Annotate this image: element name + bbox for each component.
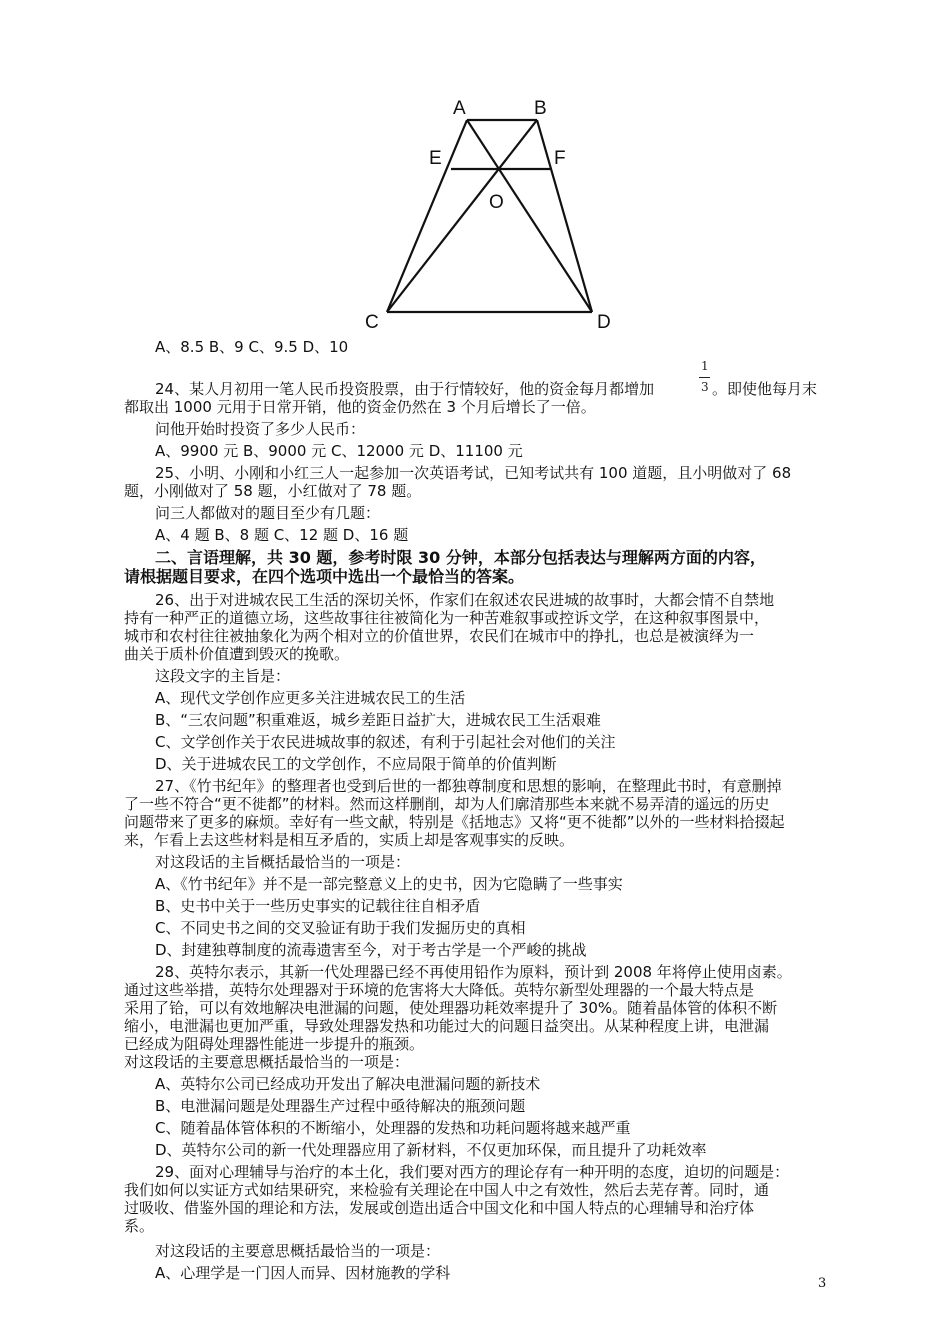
q26-option-a: A、现代文学创作应更多关注进城农民工的生活 [155,689,466,707]
q28-option-c: C、随着晶体管体积的不断缩小，处理器的发热和功耗问题将越来越严重 [155,1119,631,1137]
q26-option-c: C、文学创作关于农民进城故事的叙述，有利于引起社会对他们的关注 [155,733,616,751]
fraction-bar [699,377,710,378]
label-o: O [489,192,504,213]
fraction-numerator: 1 [701,359,709,373]
label-b: B [534,98,547,119]
q27-line4: 来，乍看上去这些材料是相互矛盾的，实质上却是客观事实的反映。 [124,831,575,849]
q26-line3: 城市和农村往往被抽象化为两个相对立的价值世界，农民们在城市中的挣扎，也总是被演绎为一 [124,627,755,645]
q28-line3: 采用了铪，可以有效地解决电泄漏的问题，使处理器功耗效率提升了 30%。随着晶体管的体积不断 [124,999,778,1017]
trapezoid-figure [355,92,625,337]
trapezoid-diagram [355,92,625,337]
q29-line2: 我们如何以实证方式如结果研究，来检验有关理论在中国人中之有效性，然后去芜存菁。同时，通 [124,1181,770,1199]
q25-line2: 题，小刚做对了 58 题，小红做对了 78 题。 [124,482,422,500]
q28-line4: 缩小，电泄漏也更加严重，导致处理器发热和功能过大的问题日益突出。从某种程度上讲，电泄漏 [124,1017,770,1035]
q27-option-b: B、史书中关于一些历史事实的记载往往自相矛盾 [155,897,481,915]
q25-line1: 25、小明、小刚和小红三人一起参加一次英语考试，已知考试共有 100 道题，且小明做对了 68 [155,464,792,482]
q27-option-d: D、封建独尊制度的流毒遗害至今，对于考古学是一个严峻的挑战 [155,941,587,959]
q24-line2: 都取出 1000 元用于日常开销，他的资金仍然在 3 个月后增长了一倍。 [124,398,596,416]
section2-heading-line1: 二、言语理解，共 30 题，参考时限 30 分钟，本部分包括表达与理解两方面的内容， [155,548,766,567]
q28-option-b: B、电泄漏问题是处理器生产过程中亟待解决的瓶颈问题 [155,1097,526,1115]
q27-line3: 问题带来了更多的麻烦。幸好有一些文献，特别是《括地志》又将“更不徙都”以外的一些材料拾掇起 [124,813,785,831]
label-f: F [554,148,566,169]
segment-ad [467,120,592,312]
q26-line1: 26、出于对进城农民工生活的深切关怀，作家们在叙述农民进城的故事时，大都会情不自禁地 [155,591,775,609]
q24-line1: 24、某人月初用一笔人民币投资股票，由于行情较好，他的资金每月都增加 [155,380,655,398]
q29-line3: 过吸收、借鉴外国的理论和方法，发展或创造出适合中国文化和中国人特点的心理辅导和治疗体 [124,1199,755,1217]
label-d: D [597,312,611,333]
q27-option-a: A、《竹书纪年》并不是一部完整意义上的史书，因为它隐瞒了一些事实 [155,875,623,893]
label-e: E [429,148,442,169]
q28-line5: 已经成为阻碍处理器性能进一步提升的瓶颈。 [124,1035,425,1053]
q27-question: 对这段话的主旨概括最恰当的一项是： [155,853,411,871]
fraction-denominator: 3 [701,380,709,394]
q25-question: 问三人都做对的题目至少有几题： [155,504,381,522]
q26-option-d: D、关于进城农民工的文学创作，不应局限于简单的价值判断 [155,755,557,773]
q28-line1: 28、英特尔表示，其新一代处理器已经不再使用铅作为原料，预计到 2008 年将停止使用卤素。 [155,963,792,981]
q23-options: A、8.5 B、9 C、9.5 D、10 [155,338,349,356]
q29-question: 对这段话的主要意思概括最恰当的一项是： [155,1242,441,1260]
q25-options: A、4 题 B、8 题 C、12 题 D、16 题 [155,526,409,544]
q29-line1: 29、面对心理辅导与治疗的本土化，我们要对西方的理论存有一种开明的态度，迫切的问题是： [155,1163,790,1181]
q28-option-d: D、英特尔公司的新一代处理器应用了新材料，不仅更加环保，而且提升了功耗效率 [155,1141,707,1159]
q28-line2: 通过这些举措，英特尔处理器对于环境的危害将大大降低。英特尔新型处理器的一个最大特点是 [124,981,755,999]
q27-option-c: C、不同史书之间的交叉验证有助于我们发掘历史的真相 [155,919,526,937]
segment-bc [387,120,537,312]
q29-option-a: A、心理学是一门因人而异、因材施教的学科 [155,1264,451,1282]
q26-line4: 曲关于质朴价值遭到毁灭的挽歌。 [124,645,350,663]
q24-question: 问他开始时投资了多少人民币： [155,420,366,438]
q24-line1-tail: 。即使他每月末 [712,380,818,398]
section2-heading-line2: 请根据题目要求，在四个选项中选出一个最恰当的答案。 [124,567,525,586]
q26-option-b: B、“三农问题”积重难返，城乡差距日益扩大，进城农民工生活艰难 [155,711,601,729]
q28-question: 对这段话的主要意思概括最恰当的一项是： [124,1053,410,1071]
q27-line1: 27、《竹书纪年》的整理者也受到后世的一都独尊制度和思想的影响，在整理此书时，有意删掉 [155,777,782,795]
q29-line4: 系。 [124,1217,155,1235]
q24-options: A、9900 元 B、9000 元 C、12000 元 D、11100 元 [155,442,523,460]
q26-line2: 持有一种严正的道德立场，这些故事往往被简化为一种苦难叙事或控诉文学，在这种叙事图景中， [124,609,770,627]
q28-option-a: A、英特尔公司已经成功开发出了解决电泄漏问题的新技术 [155,1075,541,1093]
label-c: C [365,312,379,333]
page-number: 3 [818,1276,827,1291]
q27-line2: 了一些不符合“更不徙都”的材料。然而这样删削，却为人们廓清那些本来就不易弄清的遥远的历史 [124,795,770,813]
q26-question: 这段文字的主旨是： [155,667,291,685]
label-a: A [453,98,466,119]
segment-ac [387,120,467,312]
